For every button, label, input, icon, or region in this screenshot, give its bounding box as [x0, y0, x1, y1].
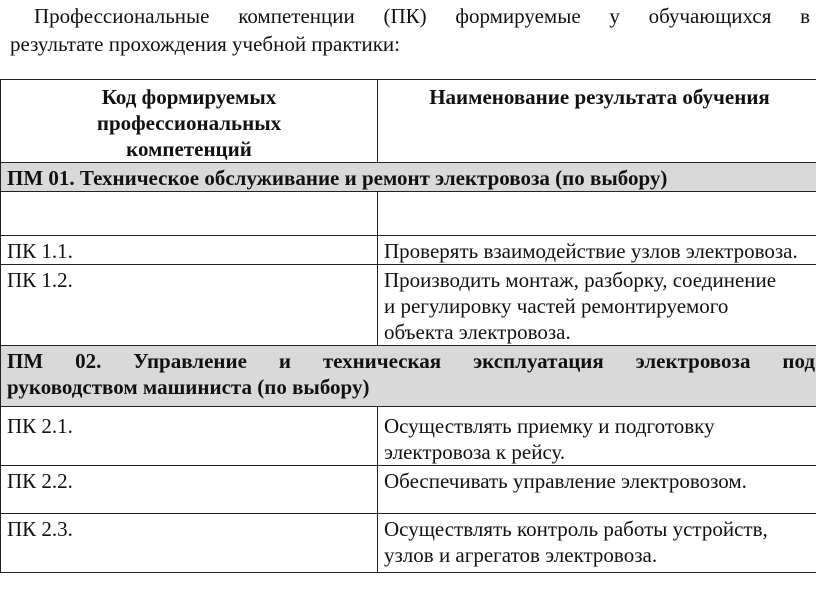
- section-title-pm02-line1: ПМ 02. Управление и техническая эксплуатация электровоза под: [7, 349, 815, 373]
- table-row: [1, 236, 816, 265]
- row-text: Производить монтаж, разборку, соединение и регулировку частей ремонтируемого объекта электровоза.: [378, 265, 816, 346]
- row-code: ПК 2.3.: [1, 514, 378, 573]
- section-row-pm02: [1, 346, 816, 407]
- table-header-row: [1, 80, 816, 163]
- intro-paragraph: [10, 2, 810, 58]
- row-code: ПК 1.2.: [1, 265, 378, 346]
- header-name: Наименование результата обучения: [378, 80, 816, 163]
- section-title-pm01: ПМ 01. Техническое обслуживание и ремонт электровоза (по выбору): [1, 163, 816, 192]
- table-row: [1, 466, 816, 514]
- spacer-row: [1, 192, 816, 236]
- competencies-table: [0, 79, 816, 573]
- row-text: Проверять взаимодействие узлов электровоза.: [378, 236, 816, 265]
- row-text: Осуществлять контроль работы устройств, узлов и агрегатов электровоза.: [378, 514, 816, 573]
- row-code: ПК 2.2.: [1, 466, 378, 514]
- intro-line-2: результате прохождения учебной практики:: [10, 32, 400, 56]
- header-code: Код формируемых профессиональных компетенций: [1, 80, 378, 163]
- section-title-pm02-line2: руководством машиниста (по выбору): [7, 375, 370, 399]
- row-code: ПК 1.1.: [1, 236, 378, 265]
- section-row-pm01: [1, 163, 816, 192]
- row-text: Осуществлять приемку и подготовку электровоза к рейсу.: [378, 407, 816, 466]
- table-row: [1, 514, 816, 573]
- section-title-pm02: [1, 346, 816, 407]
- intro-line-1: Профессиональные компетенции (ПК) формируемые у обучающихся в: [34, 4, 810, 28]
- row-text: Обеспечивать управление электровозом.: [378, 466, 816, 514]
- table-row: [1, 265, 816, 346]
- row-code: ПК 2.1.: [1, 407, 378, 466]
- table-row: [1, 407, 816, 466]
